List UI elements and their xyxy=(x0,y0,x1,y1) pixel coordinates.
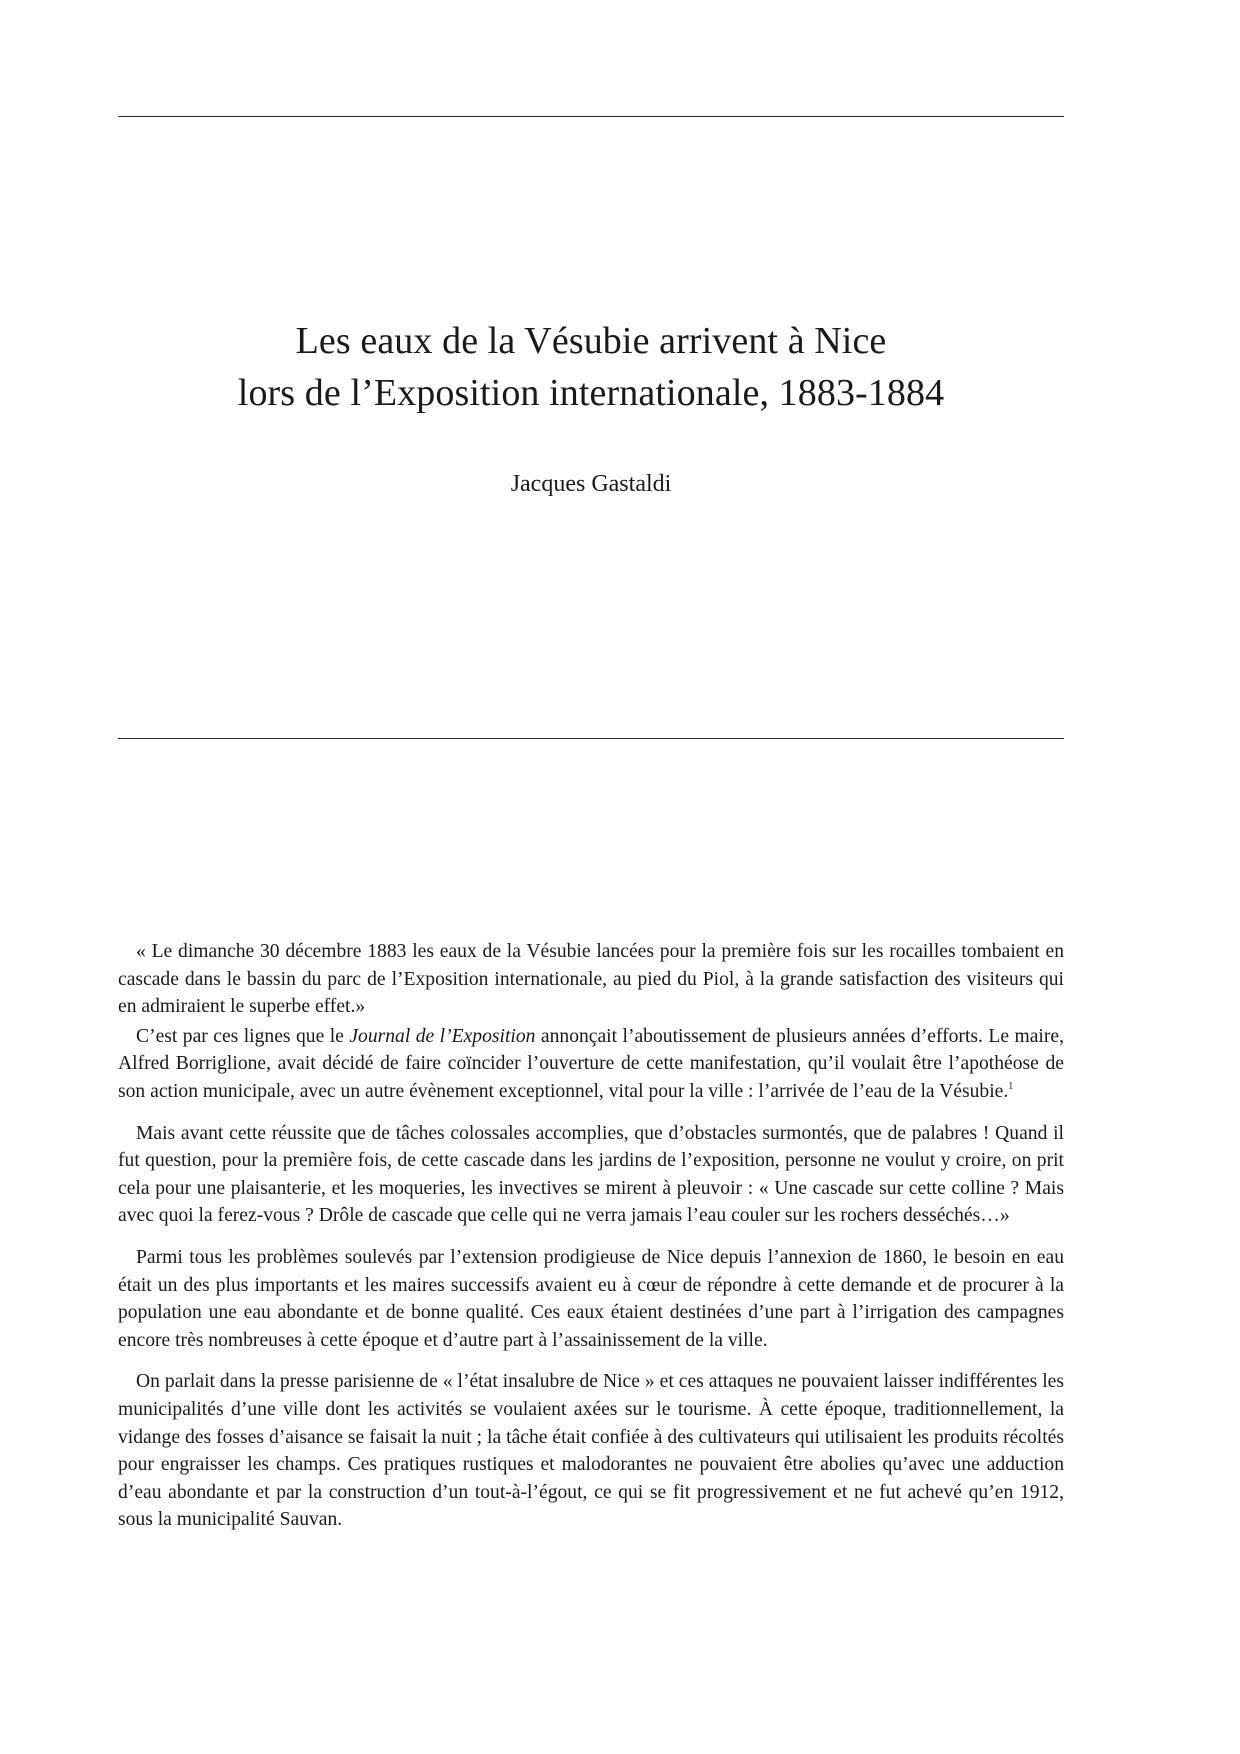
paragraph-4: Parmi tous les problèmes soulevés par l’extension prodigieuse de Nice depuis l’annexion de 1860, le besoin en eau était un des plus importants et les maires successifs avaient eu à cœur de répondre à cette demande et de procurer à la population une eau abondante et de bonne qualité. Ces eaux étaient destinées d’une part à l’irrigation des campagnes encore très nombreuses à cette époque et d’autre part à l’assainissement de la ville. xyxy=(118,1246,1064,1351)
paragraph-1: « Le dimanche 30 décembre 1883 les eaux de la Vésubie lancées pour la première fois sur les rocailles tombaient en cascade dans le bassin du parc de l’Exposition internationale, au pied du Piol, à la grande satisfaction des visiteurs qui en admiraient le superbe effet.» xyxy=(118,941,1064,1018)
footnote-marker[interactable]: 1 xyxy=(1008,1080,1014,1092)
author-name: Jacques Gastaldi xyxy=(510,471,672,497)
top-rule xyxy=(118,116,1064,117)
article-body xyxy=(118,938,1064,1534)
title-line-2: lors de l’Exposition internationale, 1883-1884 xyxy=(237,372,945,414)
article-title xyxy=(118,315,1064,419)
journal-title: Journal de l’Exposition xyxy=(349,1025,536,1047)
bottom-rule xyxy=(118,738,1064,739)
paragraph-5: On parlait dans la presse parisienne de « l’état insalubre de Nice » et ces attaques ne pouvaient laisser indifférentes les municipalités d’une ville dont les activités se voulaient axées sur le tourisme. À cette époque, traditionnellement, la vidange des fosses d’aisance se faisait la nuit ; la tâche était confiée à des cultivateurs qui utilisaient les produits récoltés pour engraisser les champs. Ces pratiques rustiques et malodorantes ne pouvaient être abolies qu’avec une adduction d’eau abondante et par la construction d’un tout-à-l’égout, ce qui se fit progressivement et ne fut achevé qu’en 1912, sous la municipalité Sauvan. xyxy=(118,1371,1064,1531)
paragraph-2-intro: C’est par ces lignes que le xyxy=(136,1025,350,1047)
paragraph-3: Mais avant cette réussite que de tâches colossales accomplies, que d’obstacles surmontés, que de palabres ! Quand il fut question, pour la première fois, de cette cascade dans les jardins de l’exposition, personne ne voulut y croire, on prit cela pour une plaisanterie, et les moqueries, les invectives se mirent à pleuvoir : « Une cascade sur cette colline ? Mais avec quoi la ferez-vous ? Drôle de cascade que celle qui ne verra jamais l’eau couler sur les rochers desséchés…» xyxy=(118,1122,1064,1227)
title-line-1: Les eaux de la Vésubie arrivent à Nice xyxy=(295,320,887,362)
paragraph-2 xyxy=(118,1023,1064,1106)
paragraph-2-text: annonçait l’aboutissement de plusieurs années d’efforts. Le maire, Alfred Borriglione, avait décidé de faire coïncider l’ouverture de cette manifestation, qu’il voulait être l’apothéose de son action municipale, avec un autre évènement exceptionnel, vital pour la ville : l’arrivée de l’eau de la Vésubie. xyxy=(118,1025,1064,1102)
